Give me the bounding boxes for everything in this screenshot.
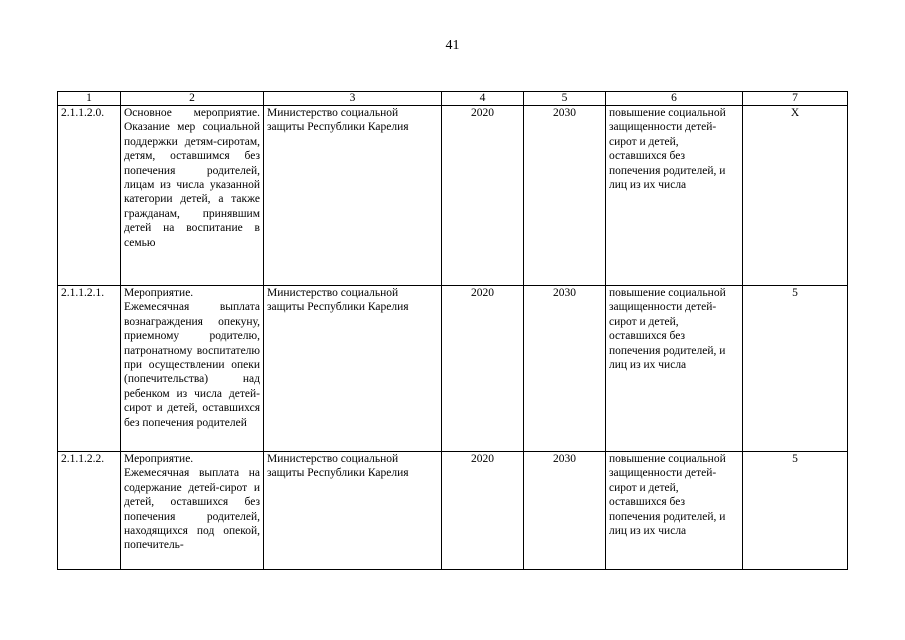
row-code: 2.1.1.2.0. <box>58 106 121 286</box>
table-row <box>58 452 848 570</box>
row-executor: Министерство социальной защиты Республики Карелия <box>264 106 442 286</box>
row-description: Мероприятие. Ежемесячная выплата вознаграждения опекуну, приемному родителю, патронатному воспитателю при осуществлении опеки (попечительства) над ребенком из числа детей-сирот и детей, оставшихся без попечения родителей <box>121 286 264 452</box>
page-number: 41 <box>445 38 460 53</box>
row-start-year: 2020 <box>442 286 524 452</box>
row-result: повышение социальной защищенности детей-сирот и детей, оставшихся без попечения родителей, и лиц из их числа <box>606 452 743 570</box>
row-indicator: 5 <box>743 452 848 570</box>
row-end-year: 2030 <box>524 106 606 286</box>
row-executor: Министерство социальной защиты Республики Карелия <box>264 286 442 452</box>
header-col-3: 3 <box>264 92 442 106</box>
header-col-4: 4 <box>442 92 524 106</box>
row-code: 2.1.1.2.2. <box>58 452 121 570</box>
row-indicator: 5 <box>743 286 848 452</box>
row-indicator: Х <box>743 106 848 286</box>
header-col-6: 6 <box>606 92 743 106</box>
header-col-2: 2 <box>121 92 264 106</box>
row-code: 2.1.1.2.1. <box>58 286 121 452</box>
header-row <box>58 92 848 106</box>
table-row <box>58 106 848 286</box>
row-description: Мероприятие. Ежемесячная выплата на содержание детей-сирот и детей, оставшихся без попечения родителей, находящихся под опекой, попечитель- <box>121 452 264 570</box>
table-row <box>58 286 848 452</box>
row-executor: Министерство социальной защиты Республики Карелия <box>264 452 442 570</box>
row-end-year: 2030 <box>524 452 606 570</box>
row-start-year: 2020 <box>442 106 524 286</box>
header-col-5: 5 <box>524 92 606 106</box>
row-result: повышение социальной защищенности детей-сирот и детей, оставшихся без попечения родителей, и лиц из их числа <box>606 286 743 452</box>
row-result: повышение социальной защищенности детей-сирот и детей, оставшихся без попечения родителей, и лиц из их числа <box>606 106 743 286</box>
header-col-1: 1 <box>58 92 121 106</box>
row-description: Основное мероприятие. Оказание мер социальной поддержки детям-сиротам, детям, оставшимся без попечения родителей, лицам из числа указанной категории детей, а также гражданам, принявшим детей на воспитание в семью <box>121 106 264 286</box>
row-start-year: 2020 <box>442 452 524 570</box>
row-end-year: 2030 <box>524 286 606 452</box>
header-col-7: 7 <box>743 92 848 106</box>
program-table <box>57 91 848 570</box>
